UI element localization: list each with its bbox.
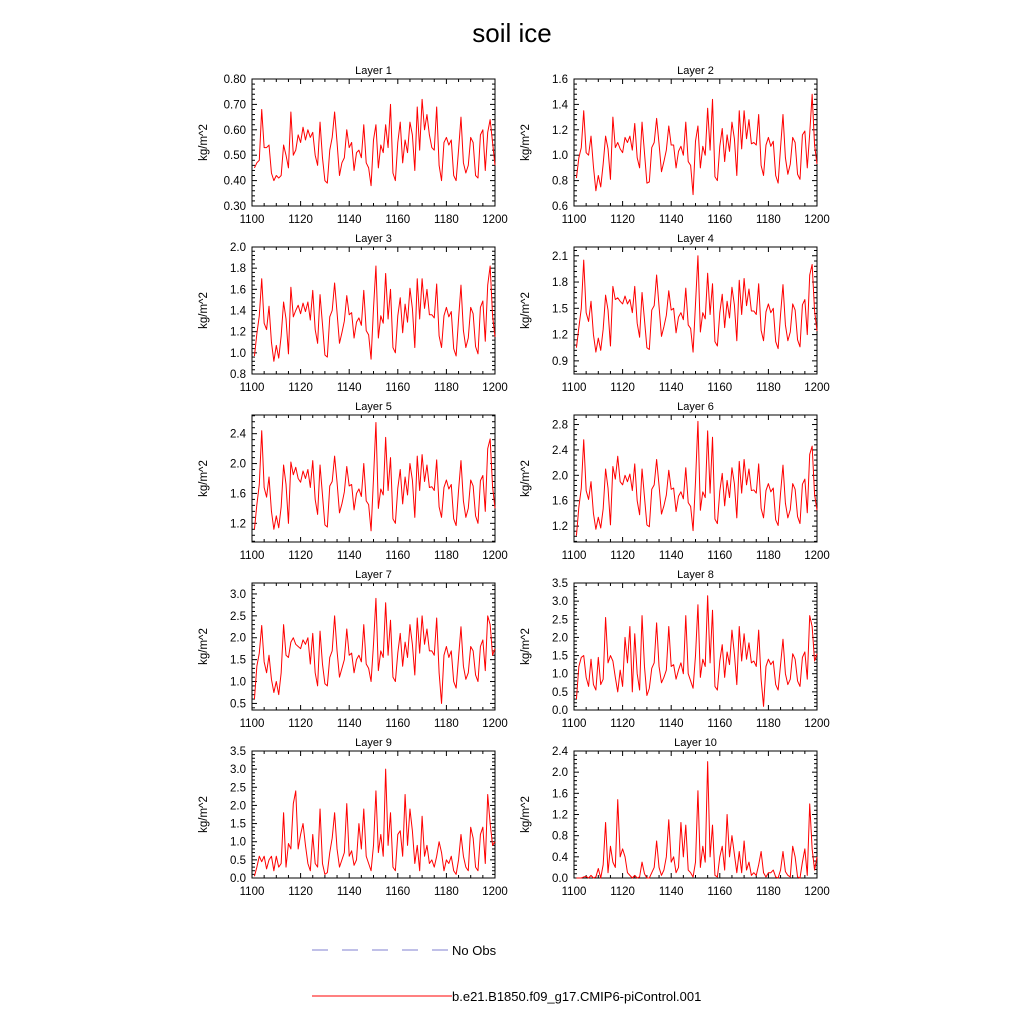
x-tick-label: 1180 [434,550,459,562]
x-tick-label: 1200 [482,718,508,730]
y-tick-label: 1.2 [552,329,568,342]
panel-layer-4 [520,233,830,394]
y-tick-label: 1.4 [552,99,568,112]
x-tick-label: 1100 [561,718,587,730]
panel-layer-8 [520,569,830,730]
legend-model-label: b.e21.B1850.f09_g17.CMIP6-piControl.001 [452,989,702,1004]
y-tick-label: 2.5 [552,614,568,627]
panel-layer-2 [520,65,830,226]
x-tick-label: 1120 [610,550,635,562]
y-tick-label: 0.30 [223,201,246,213]
y-tick-label: 2.0 [552,470,568,483]
y-tick-label: 1.8 [552,277,568,290]
x-tick-label: 1140 [336,382,362,394]
y-axis-label: kg/m^2 [198,628,210,665]
x-tick-label: 1140 [336,718,362,730]
y-tick-label: 3.0 [230,588,246,601]
y-tick-label: 0.60 [223,124,246,137]
y-tick-label: 0.70 [223,99,246,112]
y-tick-label: 2.1 [552,250,568,263]
x-tick-label: 1180 [756,382,781,394]
y-tick-label: 3.5 [230,746,246,758]
x-tick-label: 1100 [239,550,265,562]
x-tick-label: 1200 [482,382,508,394]
x-tick-label: 1200 [804,886,830,898]
panel-title: Layer 7 [355,569,392,581]
figure-title: soil ice [472,18,552,48]
panel-title: Layer 3 [355,233,392,245]
x-tick-label: 1100 [239,214,265,226]
y-axis-label: kg/m^2 [198,124,210,161]
y-tick-label: 0.50 [223,150,246,163]
x-tick-label: 1160 [707,550,733,562]
y-tick-label: 1.5 [230,818,246,831]
y-tick-label: 0.8 [552,175,568,188]
x-tick-label: 1180 [434,886,459,898]
y-tick-label: 0.8 [552,830,568,843]
panel-title: Layer 8 [677,569,714,581]
y-tick-label: 0.0 [552,873,568,885]
y-tick-label: 0.8 [230,369,246,381]
x-tick-label: 1160 [385,550,411,562]
legend-obs-label: No Obs [452,943,497,958]
y-axis-label: kg/m^2 [198,796,210,833]
series-line-1 [576,94,817,194]
y-tick-label: 0.80 [223,74,246,86]
y-tick-label: 2.5 [230,610,246,623]
y-axis-label: kg/m^2 [520,628,532,665]
y-tick-label: 1.2 [230,326,246,339]
x-tick-label: 1180 [434,214,459,226]
x-tick-label: 1160 [707,382,733,394]
series-line-1 [576,256,817,352]
y-tick-label: 3.5 [552,578,568,590]
x-tick-label: 1200 [482,214,508,226]
x-tick-label: 1200 [482,550,508,562]
y-tick-label: 1.2 [552,124,568,137]
y-tick-label: 2.0 [230,242,246,254]
x-tick-label: 1100 [561,886,587,898]
x-tick-label: 1160 [385,382,411,394]
y-tick-label: 2.4 [552,444,568,457]
panel-title: Layer 5 [355,401,392,413]
x-tick-label: 1140 [658,550,684,562]
x-tick-label: 1160 [385,886,411,898]
y-tick-label: 1.2 [552,521,568,534]
y-tick-label: 1.6 [552,74,568,86]
x-tick-label: 1160 [707,718,733,730]
y-tick-label: 1.0 [552,668,568,681]
series-line-1 [576,596,817,707]
y-tick-label: 0.0 [552,705,568,717]
x-tick-label: 1200 [804,550,830,562]
y-axis-label: kg/m^2 [198,460,210,497]
series-line-1 [254,422,495,530]
y-tick-label: 1.6 [552,495,568,508]
y-tick-label: 0.9 [552,355,568,368]
y-tick-label: 1.5 [230,654,246,667]
y-tick-label: 1.2 [552,809,568,822]
panel-layer-6 [520,401,830,562]
x-tick-label: 1140 [336,550,362,562]
x-tick-label: 1180 [434,382,459,394]
x-tick-label: 1200 [804,718,830,730]
y-tick-label: 2.0 [230,632,246,645]
y-tick-label: 2.0 [552,632,568,645]
y-tick-label: 2.8 [552,419,568,432]
x-tick-label: 1180 [756,550,781,562]
x-tick-label: 1100 [561,214,587,226]
x-tick-label: 1140 [658,382,684,394]
panel-layer-5 [198,401,508,562]
y-tick-label: 2.0 [230,458,246,471]
x-tick-label: 1120 [610,886,635,898]
series-line-1 [576,762,817,878]
series-line-1 [254,598,495,703]
x-tick-label: 1100 [239,718,265,730]
y-tick-label: 1.2 [230,518,246,531]
y-tick-label: 2.5 [230,782,246,795]
x-tick-label: 1100 [561,550,587,562]
x-tick-label: 1200 [804,214,830,226]
y-axis-label: kg/m^2 [520,460,532,497]
x-tick-label: 1120 [288,718,313,730]
legend [312,943,701,1004]
x-tick-label: 1180 [434,718,459,730]
y-axis-label: kg/m^2 [520,292,532,329]
x-tick-label: 1140 [336,886,362,898]
y-tick-label: 1.0 [552,150,568,163]
panel-grid [198,65,830,898]
x-tick-label: 1160 [385,214,411,226]
y-axis-label: kg/m^2 [520,796,532,833]
x-tick-label: 1180 [756,718,781,730]
y-tick-label: 1.8 [230,263,246,276]
panel-layer-1 [198,65,508,226]
panel-title: Layer 6 [677,401,714,413]
x-tick-label: 1100 [239,886,265,898]
panel-layer-9 [198,737,508,898]
x-tick-label: 1100 [239,382,265,394]
series-line-1 [254,266,495,361]
y-tick-label: 1.6 [230,284,246,297]
y-tick-label: 1.6 [230,488,246,501]
x-tick-label: 1140 [336,214,362,226]
x-tick-label: 1140 [658,718,684,730]
y-tick-label: 2.4 [230,428,246,441]
y-tick-label: 0.40 [223,175,246,188]
x-tick-label: 1100 [561,382,587,394]
y-tick-label: 3.0 [230,764,246,777]
panel-layer-7 [198,569,508,730]
series-line-1 [254,769,495,876]
x-tick-label: 1120 [610,214,635,226]
x-tick-label: 1180 [756,886,781,898]
y-axis-label: kg/m^2 [520,124,532,161]
panel-title: Layer 2 [677,65,714,77]
series-line-1 [576,421,817,535]
panel-title: Layer 10 [674,737,717,749]
y-tick-label: 1.0 [230,676,246,689]
y-tick-label: 0.4 [552,851,568,864]
y-tick-label: 2.0 [230,800,246,813]
x-tick-label: 1120 [288,214,313,226]
y-tick-label: 0.6 [552,201,568,213]
y-tick-label: 1.5 [552,650,568,663]
y-tick-label: 0.5 [552,686,568,699]
x-tick-label: 1120 [610,718,635,730]
panel-title: Layer 9 [355,737,392,749]
y-tick-label: 1.5 [552,303,568,316]
x-tick-label: 1200 [482,886,508,898]
y-tick-label: 1.4 [230,305,246,318]
x-tick-label: 1160 [707,886,733,898]
y-tick-label: 0.5 [230,854,246,867]
y-axis-label: kg/m^2 [198,292,210,329]
y-tick-label: 1.0 [230,836,246,849]
y-tick-label: 2.0 [552,767,568,780]
x-tick-label: 1160 [707,214,733,226]
y-tick-label: 1.6 [552,788,568,801]
x-tick-label: 1120 [288,550,313,562]
series-line-1 [254,99,495,185]
x-tick-label: 1180 [756,214,781,226]
x-tick-label: 1120 [610,382,635,394]
panel-title: Layer 4 [677,233,714,245]
x-tick-label: 1120 [288,886,313,898]
panel-title: Layer 1 [355,65,392,77]
panel-layer-3 [198,233,508,394]
x-tick-label: 1120 [288,382,313,394]
y-tick-label: 0.0 [230,873,246,885]
x-tick-label: 1140 [658,214,684,226]
x-tick-label: 1160 [385,718,411,730]
y-tick-label: 2.4 [552,746,568,758]
x-tick-label: 1140 [658,886,684,898]
x-tick-label: 1200 [804,382,830,394]
y-tick-label: 3.0 [552,596,568,609]
y-tick-label: 0.5 [230,698,246,711]
y-tick-label: 1.0 [230,347,246,360]
panel-layer-10 [520,737,830,898]
